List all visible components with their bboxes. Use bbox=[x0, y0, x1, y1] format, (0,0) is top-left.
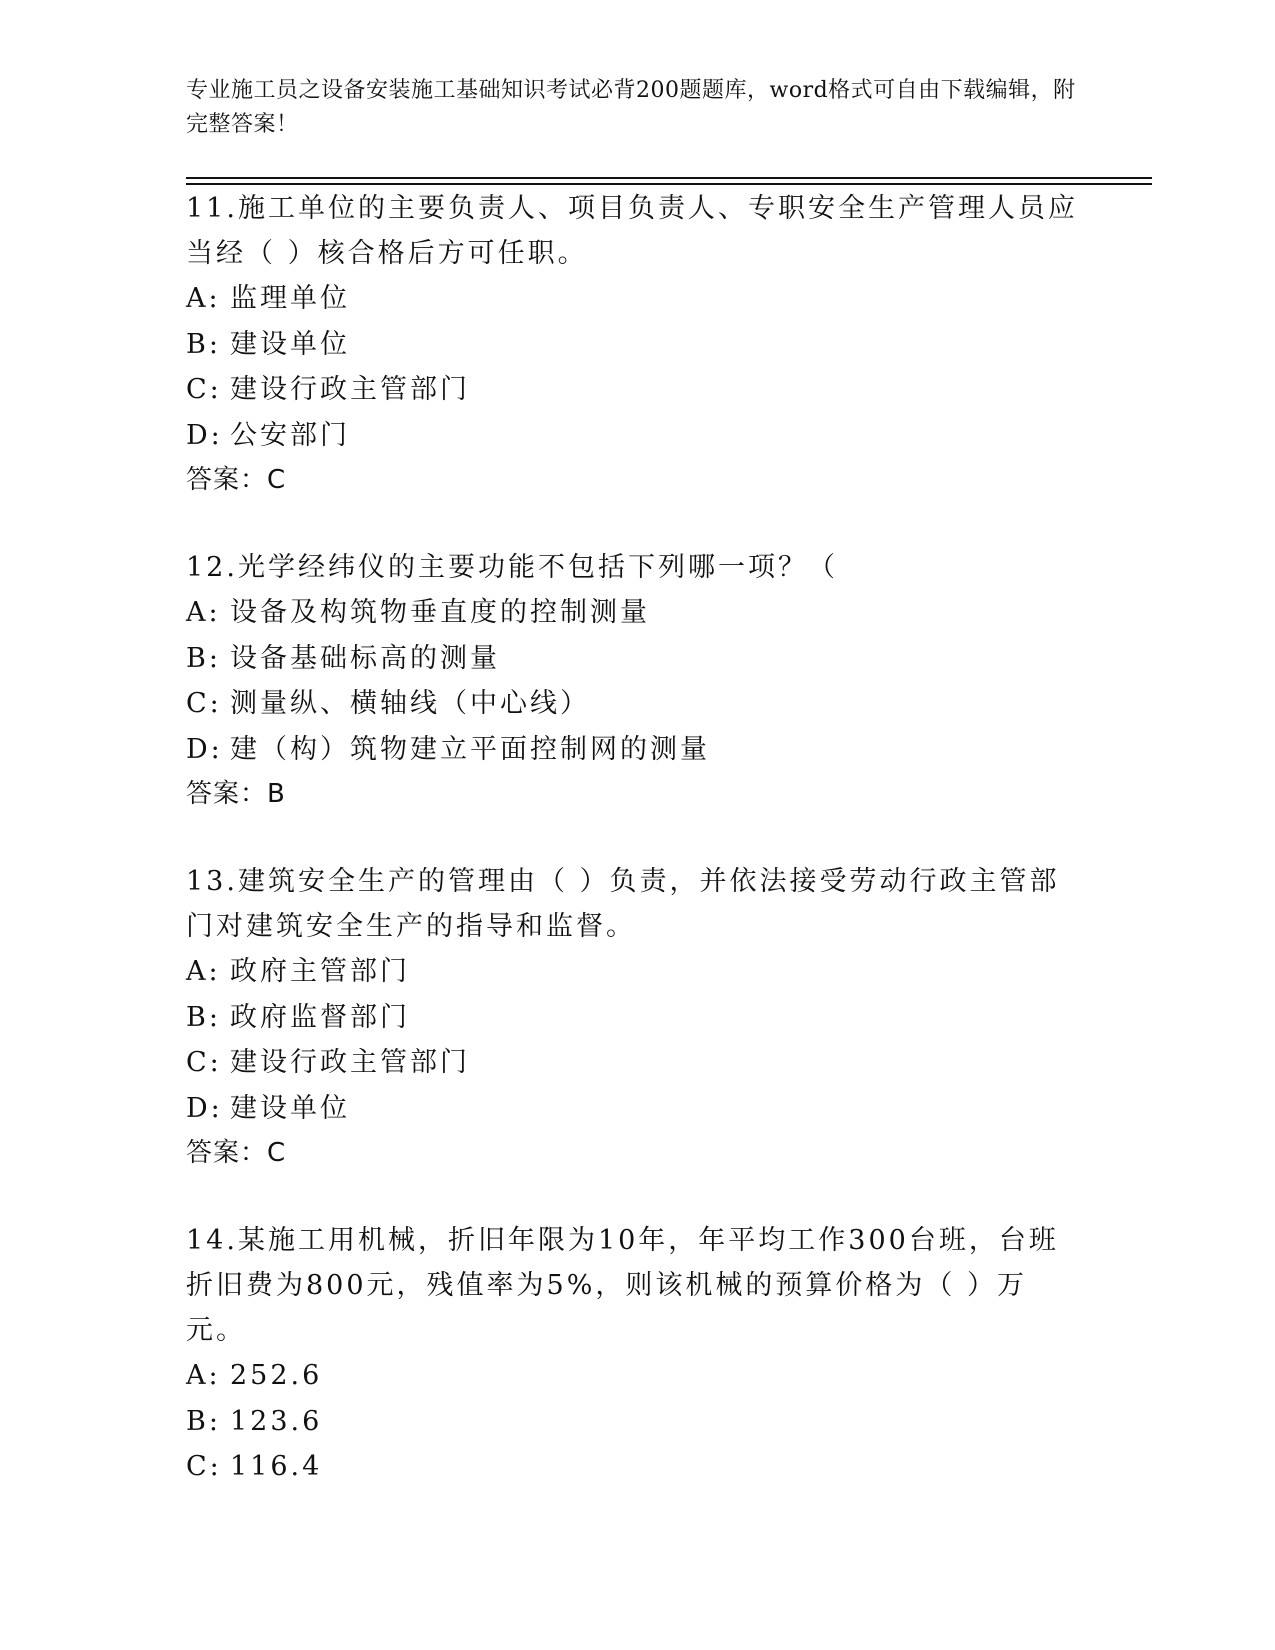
question-stem: 13.建筑安全生产的管理由（ ）负责，并依法接受劳动行政主管部门对建筑安全生产的指导和监督。 bbox=[186, 866, 1060, 942]
option-text: 监理单位 bbox=[230, 283, 350, 314]
option-a bbox=[186, 276, 1086, 322]
option-key: C: bbox=[186, 688, 222, 719]
option-b bbox=[186, 1399, 1086, 1445]
option-key: D: bbox=[186, 733, 223, 765]
document-header: 专业施工员之设备安装施工基础知识考试必背200题题库，word格式可自由下载编辑，附完整答案！ bbox=[186, 78, 1076, 137]
option-b bbox=[186, 995, 1086, 1041]
option-a bbox=[186, 590, 1086, 636]
option-text: 政府主管部门 bbox=[230, 956, 410, 987]
option-key: A: bbox=[186, 283, 221, 314]
option-key: C: bbox=[186, 1047, 222, 1078]
option-key: D: bbox=[186, 1092, 223, 1124]
option-key: C: bbox=[186, 374, 222, 405]
answer-line: 答案：B bbox=[186, 779, 286, 809]
option-c bbox=[186, 367, 1086, 413]
option-key: B: bbox=[186, 1405, 221, 1437]
option-c bbox=[186, 681, 1086, 727]
option-key: C: bbox=[186, 1451, 222, 1482]
option-text: 测量纵、横轴线（中心线） bbox=[230, 688, 590, 719]
option-text: 252.6 bbox=[230, 1360, 323, 1391]
option-b bbox=[186, 322, 1086, 368]
option-key: B: bbox=[186, 1001, 221, 1033]
question-stem: 14.某施工用机械，折旧年限为10年，年平均工作300台班，台班折旧费为800元，残值率为5%，则该机械的预算价格为（ ）万元。 bbox=[186, 1225, 1059, 1346]
option-d bbox=[186, 413, 1086, 459]
option-text: 建设单位 bbox=[230, 328, 350, 360]
option-text: 建设行政主管部门 bbox=[230, 1047, 470, 1078]
option-d bbox=[186, 727, 1086, 773]
answer-line: 答案：C bbox=[186, 1138, 287, 1168]
option-text: 123.6 bbox=[230, 1405, 323, 1437]
option-text: 公安部门 bbox=[230, 419, 350, 451]
question-stem: 12.光学经纬仪的主要功能不包括下列哪一项？（ bbox=[186, 552, 838, 583]
question-stem: 11.施工单位的主要负责人、项目负责人、专职安全生产管理人员应当经（ ）核合格后方可任职。 bbox=[186, 193, 1078, 269]
option-key: A: bbox=[186, 597, 221, 628]
option-text: 建设行政主管部门 bbox=[230, 374, 470, 405]
option-b bbox=[186, 636, 1086, 682]
header-divider-bottom bbox=[186, 183, 1152, 185]
option-key: A: bbox=[186, 956, 221, 987]
option-text: 设备及构筑物垂直度的控制测量 bbox=[230, 597, 650, 628]
option-c bbox=[186, 1444, 1086, 1490]
option-key: D: bbox=[186, 419, 223, 451]
question-12 bbox=[186, 545, 1086, 817]
answer-line: 答案：C bbox=[186, 465, 287, 495]
option-text: 建（构）筑物建立平面控制网的测量 bbox=[230, 733, 710, 765]
option-text: 政府监督部门 bbox=[230, 1001, 410, 1033]
question-14 bbox=[186, 1218, 1086, 1490]
option-d bbox=[186, 1086, 1086, 1132]
question-13 bbox=[186, 859, 1086, 1176]
option-a bbox=[186, 949, 1086, 995]
option-key: A: bbox=[186, 1360, 221, 1391]
question-11 bbox=[186, 186, 1086, 503]
option-key: B: bbox=[186, 642, 221, 674]
question-list bbox=[186, 186, 1086, 1509]
option-text: 116.4 bbox=[230, 1451, 323, 1482]
header-divider-top bbox=[186, 177, 1152, 179]
option-text: 建设单位 bbox=[230, 1092, 350, 1124]
option-a bbox=[186, 1353, 1086, 1399]
option-key: B: bbox=[186, 328, 221, 360]
option-c bbox=[186, 1040, 1086, 1086]
option-text: 设备基础标高的测量 bbox=[230, 642, 500, 674]
